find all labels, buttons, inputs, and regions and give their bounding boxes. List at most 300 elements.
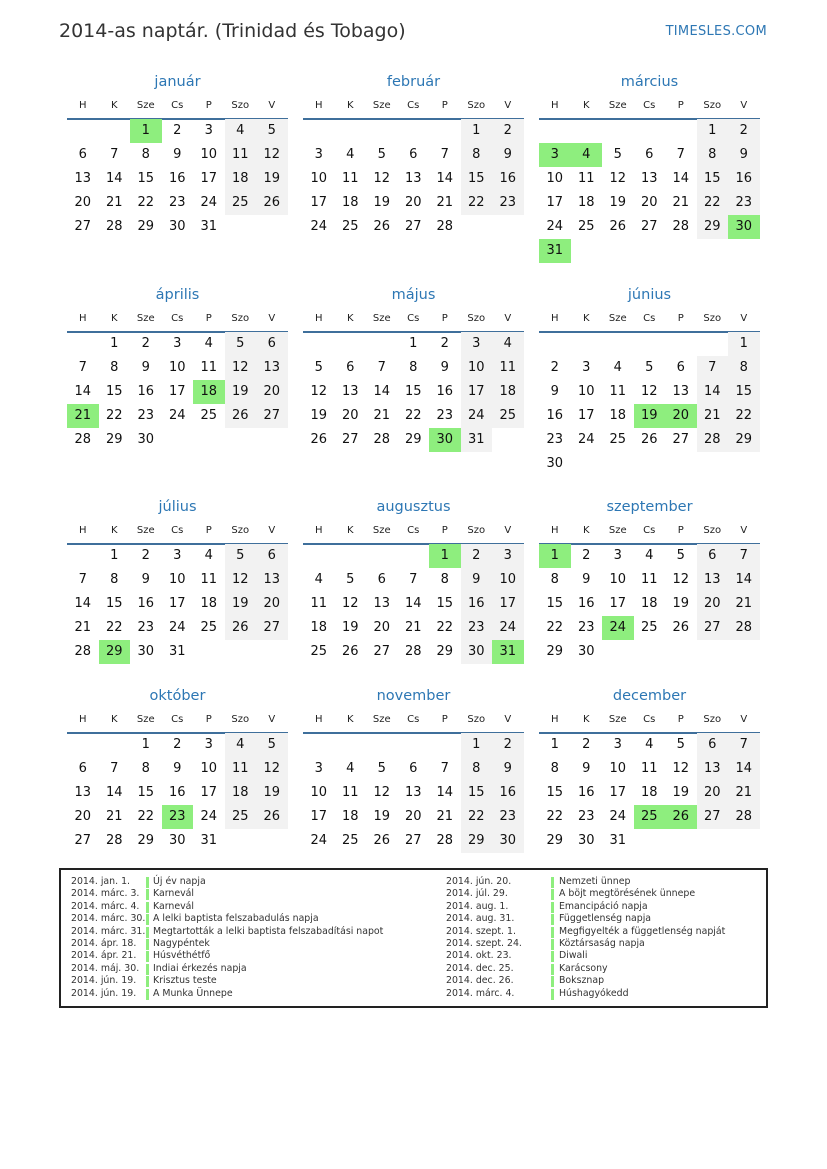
- day-cell: 7: [697, 356, 729, 380]
- day-cell: 23: [461, 616, 493, 640]
- month-block: [303, 688, 524, 877]
- day-cell: 5: [225, 332, 257, 356]
- weekday-header: Szo: [231, 525, 250, 536]
- day-cell: 26: [640, 432, 658, 447]
- weekday-header: Cs: [407, 525, 420, 536]
- weekday-header: Sze: [136, 525, 155, 536]
- day-cell: 25: [200, 620, 218, 635]
- month-block: [67, 74, 288, 263]
- day-cell: 6: [78, 147, 87, 162]
- day-cell: 18: [492, 380, 524, 404]
- day-cell: 18: [225, 781, 257, 805]
- day-cell: 3: [613, 737, 622, 752]
- weekday-header: H: [78, 714, 87, 725]
- day-cell: 8: [461, 757, 493, 781]
- day-cell: 30: [546, 456, 564, 471]
- weekday-header: K: [110, 714, 118, 725]
- day-cell: 20: [256, 380, 288, 404]
- holiday-color-marker: [146, 989, 149, 1000]
- holiday-name: Boksznap: [559, 975, 605, 987]
- weekday-header: K: [582, 714, 590, 725]
- day-cell: 13: [697, 568, 729, 592]
- holiday-color-marker: [146, 902, 149, 913]
- day-cell: 9: [440, 360, 449, 375]
- weekday-header: Szo: [703, 714, 722, 725]
- day-cell: 2: [141, 336, 150, 351]
- holiday-date: 2014. aug. 31.: [446, 913, 515, 925]
- day-cell: 29: [546, 833, 564, 848]
- day-cell: 12: [373, 785, 391, 800]
- day-cell: 15: [546, 785, 564, 800]
- day-cell: 19: [373, 809, 391, 824]
- weekday-header: Cs: [407, 313, 420, 324]
- day-cell: 9: [141, 360, 150, 375]
- weekday-header: P: [205, 313, 212, 324]
- day-cell: 9: [582, 572, 591, 587]
- day-cell: 7: [78, 360, 87, 375]
- day-cell: 5: [256, 119, 288, 143]
- day-cell: 21: [105, 809, 123, 824]
- day-cell: 12: [672, 761, 690, 776]
- day-cell: 10: [168, 360, 186, 375]
- day-cell: 13: [341, 384, 359, 399]
- holiday-day-cell: 1: [429, 544, 461, 568]
- weekday-header: H: [78, 313, 87, 324]
- day-cell: 28: [436, 833, 454, 848]
- month-name: március: [620, 74, 679, 90]
- day-cell: 10: [310, 785, 328, 800]
- day-cell: 24: [577, 432, 595, 447]
- day-cell: 22: [105, 620, 123, 635]
- holiday-color-marker: [146, 927, 149, 938]
- day-cell: 20: [404, 809, 422, 824]
- day-cell: 25: [609, 432, 627, 447]
- day-cell: 21: [74, 620, 92, 635]
- day-cell: 10: [609, 572, 627, 587]
- day-cell: 17: [609, 785, 627, 800]
- day-cell: 11: [225, 757, 257, 781]
- holiday-date: 2014. márc. 4.: [71, 900, 140, 912]
- day-cell: 15: [546, 596, 564, 611]
- day-cell: 28: [672, 219, 690, 234]
- day-cell: 23: [577, 620, 595, 635]
- day-cell: 20: [404, 195, 422, 210]
- day-cell: 3: [173, 548, 182, 563]
- day-cell: 30: [492, 829, 524, 853]
- day-cell: 26: [373, 833, 391, 848]
- weekday-header: K: [582, 313, 590, 324]
- day-cell: 25: [341, 833, 359, 848]
- day-cell: 22: [461, 805, 493, 829]
- day-cell: 8: [697, 143, 729, 167]
- day-cell: 27: [373, 644, 391, 659]
- weekday-header: P: [441, 100, 448, 111]
- day-cell: 24: [168, 620, 186, 635]
- day-cell: 1: [697, 119, 729, 143]
- site-logo-link[interactable]: TIMESLES.COM: [665, 24, 767, 39]
- day-cell: 19: [256, 167, 288, 191]
- holiday-name: Krisztus teste: [153, 975, 217, 987]
- holiday-color-marker: [146, 889, 149, 900]
- weekday-header: Cs: [643, 525, 656, 536]
- day-cell: 22: [137, 195, 155, 210]
- day-cell: 17: [200, 171, 218, 186]
- day-cell: 7: [728, 733, 760, 757]
- day-cell: 3: [314, 147, 323, 162]
- holiday-name: Karnevál: [153, 900, 195, 912]
- holiday-legend: [59, 868, 768, 1008]
- weekday-header: P: [677, 525, 684, 536]
- day-cell: 2: [728, 119, 760, 143]
- day-cell: 27: [404, 219, 422, 234]
- day-cell: 6: [645, 147, 654, 162]
- holiday-date: 2014. okt. 23.: [446, 950, 512, 962]
- weekday-header: V: [504, 525, 512, 536]
- day-cell: 14: [74, 596, 92, 611]
- day-cell: 8: [409, 360, 418, 375]
- day-cell: 3: [204, 737, 213, 752]
- month-name: július: [158, 499, 197, 515]
- weekday-header: H: [550, 313, 559, 324]
- day-cell: 28: [697, 428, 729, 452]
- day-cell: 26: [310, 432, 328, 447]
- day-cell: 29: [137, 833, 155, 848]
- holiday-day-cell: 31: [492, 640, 524, 664]
- weekday-header: Szo: [703, 525, 722, 536]
- day-cell: 6: [409, 761, 418, 776]
- day-cell: 4: [346, 147, 355, 162]
- day-cell: 17: [200, 785, 218, 800]
- day-cell: 15: [137, 171, 155, 186]
- holiday-name: Húshagyókedd: [559, 987, 629, 999]
- day-cell: 20: [74, 195, 92, 210]
- day-cell: 16: [577, 785, 595, 800]
- day-cell: 20: [373, 620, 391, 635]
- weekday-header: V: [504, 714, 512, 725]
- day-cell: 16: [137, 596, 155, 611]
- day-cell: 28: [373, 432, 391, 447]
- day-cell: 12: [225, 568, 257, 592]
- day-cell: 6: [697, 733, 729, 757]
- holiday-day-cell: 18: [193, 380, 225, 404]
- holiday-day-cell: 31: [539, 239, 571, 263]
- holiday-day-cell: 1: [130, 119, 162, 143]
- day-cell: 9: [173, 761, 182, 776]
- day-cell: 2: [582, 737, 591, 752]
- day-cell: 3: [314, 761, 323, 776]
- holiday-day-cell: 3: [539, 143, 571, 167]
- day-cell: 24: [546, 219, 564, 234]
- day-cell: 5: [676, 737, 685, 752]
- day-cell: 8: [440, 572, 449, 587]
- weekday-header: V: [268, 714, 276, 725]
- weekday-header: Sze: [608, 313, 627, 324]
- day-cell: 11: [341, 785, 359, 800]
- day-cell: 27: [697, 616, 729, 640]
- day-cell: 20: [697, 592, 729, 616]
- day-cell: 19: [672, 785, 690, 800]
- weekday-header: Cs: [643, 313, 656, 324]
- day-cell: 29: [697, 215, 729, 239]
- weekday-header: H: [314, 100, 323, 111]
- day-cell: 11: [640, 761, 658, 776]
- day-cell: 28: [74, 644, 92, 659]
- holiday-date: 2014. ápr. 21.: [71, 950, 137, 962]
- day-cell: 20: [697, 781, 729, 805]
- holiday-day-cell: 20: [665, 404, 697, 428]
- day-cell: 7: [377, 360, 386, 375]
- day-cell: 11: [200, 360, 218, 375]
- day-cell: 2: [461, 544, 493, 568]
- holiday-color-marker: [146, 951, 149, 962]
- holiday-name: Húsvéthétfő: [153, 950, 211, 962]
- day-cell: 18: [341, 195, 359, 210]
- weekday-header: V: [740, 313, 748, 324]
- day-cell: 4: [204, 336, 213, 351]
- day-cell: 25: [225, 191, 257, 215]
- day-cell: 7: [110, 147, 119, 162]
- day-cell: 7: [78, 572, 87, 587]
- month-block: [303, 287, 524, 476]
- weekday-header: Szo: [467, 100, 486, 111]
- weekday-header: Cs: [407, 100, 420, 111]
- day-cell: 15: [137, 785, 155, 800]
- day-cell: 21: [728, 592, 760, 616]
- day-cell: 6: [409, 147, 418, 162]
- day-cell: 29: [728, 428, 760, 452]
- weekday-header: Szo: [467, 313, 486, 324]
- day-cell: 1: [728, 332, 760, 356]
- day-cell: 31: [609, 833, 627, 848]
- weekday-header: K: [110, 313, 118, 324]
- day-cell: 11: [310, 596, 328, 611]
- day-cell: 29: [105, 432, 123, 447]
- day-cell: 2: [582, 548, 591, 563]
- day-cell: 9: [461, 568, 493, 592]
- day-cell: 20: [256, 592, 288, 616]
- day-cell: 12: [256, 143, 288, 167]
- day-cell: 9: [492, 757, 524, 781]
- holiday-name: Új év napja: [153, 876, 206, 887]
- day-cell: 15: [461, 167, 493, 191]
- day-cell: 1: [550, 737, 559, 752]
- day-cell: 30: [168, 219, 186, 234]
- day-cell: 28: [105, 219, 123, 234]
- day-cell: 13: [373, 596, 391, 611]
- day-cell: 24: [492, 616, 524, 640]
- day-cell: 1: [409, 336, 418, 351]
- day-cell: 18: [609, 408, 627, 423]
- day-cell: 1: [461, 733, 493, 757]
- day-cell: 26: [225, 404, 257, 428]
- day-cell: 23: [137, 620, 155, 635]
- day-cell: 26: [341, 644, 359, 659]
- weekday-header: P: [441, 714, 448, 725]
- month-name: február: [386, 74, 441, 90]
- holiday-color-marker: [551, 902, 554, 913]
- day-cell: 15: [105, 596, 123, 611]
- day-cell: 17: [492, 592, 524, 616]
- day-cell: 10: [168, 572, 186, 587]
- weekday-header: H: [314, 313, 323, 324]
- day-cell: 4: [645, 737, 654, 752]
- weekday-header: Sze: [372, 100, 391, 111]
- day-cell: 11: [341, 171, 359, 186]
- day-cell: 14: [105, 171, 123, 186]
- day-cell: 25: [310, 644, 328, 659]
- day-cell: 31: [168, 644, 186, 659]
- holiday-date: 2014. jún. 20.: [446, 876, 512, 887]
- day-cell: 3: [582, 360, 591, 375]
- day-cell: 2: [173, 737, 182, 752]
- holiday-color-marker: [551, 914, 554, 925]
- day-cell: 6: [346, 360, 355, 375]
- holiday-color-marker: [551, 927, 554, 938]
- holiday-color-marker: [551, 989, 554, 1000]
- day-cell: 13: [404, 171, 422, 186]
- day-cell: 4: [204, 548, 213, 563]
- day-cell: 13: [256, 356, 288, 380]
- day-cell: 27: [74, 219, 92, 234]
- weekday-header: P: [677, 313, 684, 324]
- day-cell: 28: [728, 805, 760, 829]
- day-cell: 14: [74, 384, 92, 399]
- day-cell: 27: [672, 432, 690, 447]
- day-cell: 25: [640, 620, 658, 635]
- weekday-header: Szo: [231, 714, 250, 725]
- holiday-color-marker: [146, 976, 149, 987]
- day-cell: 16: [728, 167, 760, 191]
- month-block: [67, 688, 288, 877]
- weekday-header: V: [740, 100, 748, 111]
- day-cell: 27: [640, 219, 658, 234]
- weekday-header: P: [205, 100, 212, 111]
- day-cell: 7: [409, 572, 418, 587]
- day-cell: 22: [546, 809, 564, 824]
- weekday-header: H: [550, 100, 559, 111]
- weekday-header: Szo: [703, 313, 722, 324]
- holiday-day-cell: 19: [634, 404, 666, 428]
- weekday-header: Cs: [171, 714, 184, 725]
- day-cell: 22: [697, 191, 729, 215]
- day-cell: 2: [173, 123, 182, 138]
- holiday-date: 2014. jún. 19.: [71, 975, 137, 987]
- holiday-date: 2014. márc. 4.: [446, 987, 515, 999]
- holiday-date: 2014. jún. 19.: [71, 987, 137, 999]
- day-cell: 16: [436, 384, 454, 399]
- weekday-header: Sze: [608, 100, 627, 111]
- holiday-date: 2014. ápr. 18.: [71, 937, 137, 949]
- day-cell: 6: [78, 761, 87, 776]
- day-cell: 23: [436, 408, 454, 423]
- day-cell: 16: [577, 596, 595, 611]
- day-cell: 7: [440, 761, 449, 776]
- day-cell: 19: [672, 596, 690, 611]
- month-name: augusztus: [376, 499, 451, 515]
- day-cell: 14: [105, 785, 123, 800]
- weekday-header: H: [314, 525, 323, 536]
- weekday-header: Sze: [608, 525, 627, 536]
- day-cell: 12: [640, 384, 658, 399]
- day-cell: 30: [461, 640, 493, 664]
- holiday-name: Megfigyelték a függetlenség napját: [559, 925, 726, 937]
- day-cell: 19: [373, 195, 391, 210]
- day-cell: 8: [728, 356, 760, 380]
- day-cell: 5: [676, 548, 685, 563]
- day-cell: 8: [550, 761, 559, 776]
- day-cell: 28: [436, 219, 454, 234]
- month-block: [539, 688, 760, 877]
- day-cell: 25: [492, 404, 524, 428]
- holiday-color-marker: [146, 877, 149, 888]
- day-cell: 27: [697, 805, 729, 829]
- day-cell: 5: [377, 147, 386, 162]
- weekday-header: Szo: [703, 100, 722, 111]
- day-cell: 26: [256, 191, 288, 215]
- day-cell: 15: [461, 781, 493, 805]
- day-cell: 12: [341, 596, 359, 611]
- day-cell: 6: [676, 360, 685, 375]
- day-cell: 7: [110, 761, 119, 776]
- holiday-day-cell: 23: [162, 805, 194, 829]
- day-cell: 22: [137, 809, 155, 824]
- month-name: január: [154, 74, 201, 90]
- day-cell: 26: [672, 620, 690, 635]
- day-cell: 18: [225, 167, 257, 191]
- day-cell: 23: [137, 408, 155, 423]
- month-block: [539, 74, 760, 263]
- day-cell: 14: [697, 380, 729, 404]
- holiday-color-marker: [146, 939, 149, 950]
- day-cell: 11: [640, 572, 658, 587]
- holiday-date: 2014. dec. 26.: [446, 975, 514, 987]
- day-cell: 9: [173, 147, 182, 162]
- weekday-header: Sze: [136, 100, 155, 111]
- day-cell: 18: [640, 785, 658, 800]
- holiday-color-marker: [551, 964, 554, 975]
- day-cell: 2: [492, 119, 524, 143]
- day-cell: 24: [310, 833, 328, 848]
- weekday-header: H: [550, 525, 559, 536]
- day-cell: 5: [346, 572, 355, 587]
- holiday-date: 2014. júl. 29.: [446, 888, 508, 900]
- day-cell: 4: [314, 572, 323, 587]
- weekday-header: H: [314, 714, 323, 725]
- day-cell: 16: [492, 781, 524, 805]
- day-cell: 27: [404, 833, 422, 848]
- day-cell: 13: [74, 171, 92, 186]
- day-cell: 4: [346, 761, 355, 776]
- weekday-header: V: [268, 313, 276, 324]
- day-cell: 17: [310, 809, 328, 824]
- weekday-header: K: [346, 714, 354, 725]
- day-cell: 8: [110, 572, 119, 587]
- day-cell: 31: [200, 219, 218, 234]
- day-cell: 16: [137, 384, 155, 399]
- month-block: [539, 287, 760, 476]
- day-cell: 11: [609, 384, 627, 399]
- day-cell: 26: [225, 616, 257, 640]
- month-header-rule: [539, 331, 760, 333]
- holiday-day-cell: 26: [665, 805, 697, 829]
- weekday-header: K: [110, 100, 118, 111]
- day-cell: 18: [341, 809, 359, 824]
- day-cell: 14: [436, 171, 454, 186]
- weekday-header: V: [504, 100, 512, 111]
- day-cell: 30: [577, 644, 595, 659]
- day-cell: 30: [137, 432, 155, 447]
- holiday-date: 2014. márc. 3.: [71, 888, 140, 900]
